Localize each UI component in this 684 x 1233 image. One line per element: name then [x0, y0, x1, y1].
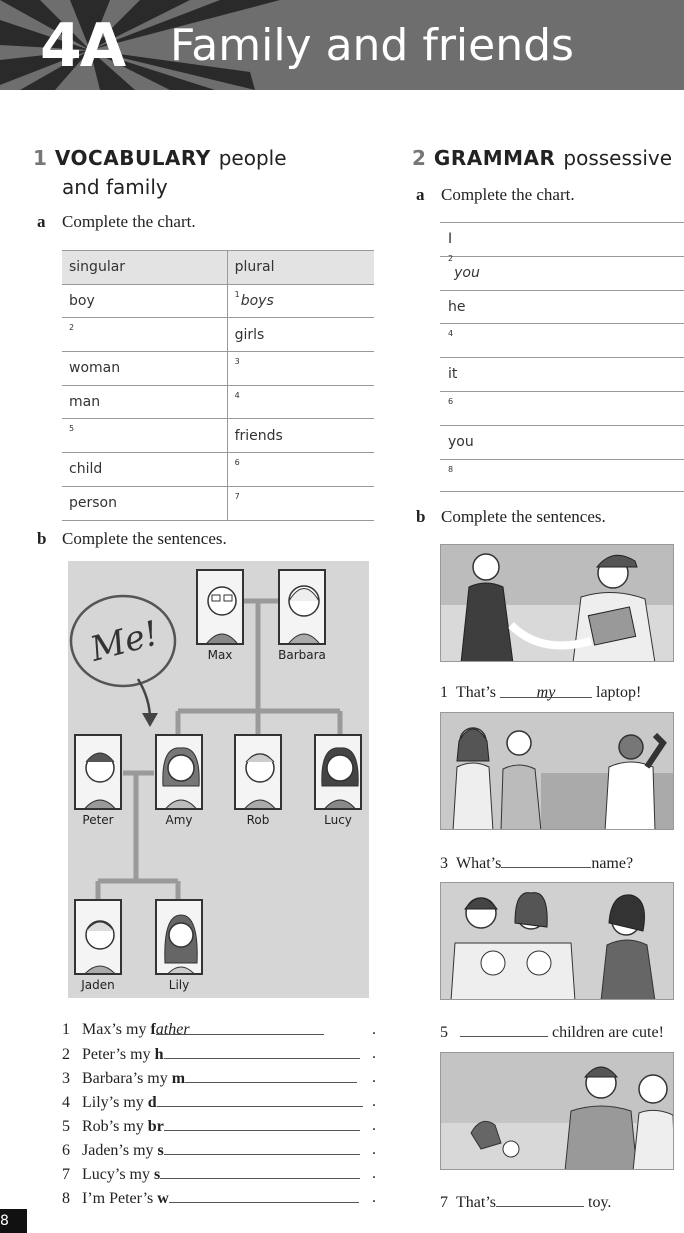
- person-name: Amy: [165, 813, 193, 827]
- sentence-number: 1: [440, 684, 448, 701]
- vocabulary-chart: [62, 250, 374, 521]
- illustration-laptop: [440, 544, 674, 662]
- answer-blank[interactable]: [501, 853, 591, 868]
- item-number: 4: [234, 390, 240, 400]
- sentence-item: 1 Max’s my father .: [62, 1021, 376, 1038]
- possessive-chart: [440, 222, 684, 492]
- chart-row: [62, 419, 374, 453]
- sentence-prefix: Max’s my: [82, 1021, 151, 1038]
- person-rob: [232, 734, 284, 827]
- person-name: Max: [207, 648, 233, 662]
- unit-title: Family and friends: [170, 20, 574, 71]
- sentence-item: 3 Barbara’s my m .: [62, 1069, 376, 1087]
- cell-text: friends: [234, 427, 283, 444]
- chart-row[interactable]: [440, 323, 684, 357]
- illustration-toy: [440, 1052, 674, 1170]
- answer-blank[interactable]: [185, 1068, 357, 1083]
- first-letter-hint: d: [147, 1094, 157, 1111]
- section-heading-vocabulary: [33, 144, 353, 172]
- portrait-max: [196, 569, 244, 645]
- first-letter-hint: s: [157, 1142, 164, 1159]
- portrait-amy: [155, 734, 203, 810]
- person-name: Peter: [82, 813, 114, 827]
- person-name: Lucy: [324, 813, 352, 827]
- sentence-after: name?: [591, 855, 634, 872]
- item-number: 8: [448, 464, 454, 474]
- chart-cell-singular[interactable]: [62, 419, 227, 453]
- chart-cell-singular[interactable]: [62, 453, 227, 487]
- sentence-number: 1: [62, 1021, 70, 1038]
- task-b-instruction: [416, 506, 606, 528]
- sentence-item: [440, 1022, 664, 1043]
- person-jaden: [72, 899, 124, 992]
- section-keyword: GRAMMAR: [433, 146, 556, 170]
- person-name: Lily: [168, 978, 190, 992]
- task-a-instruction: [416, 184, 575, 206]
- item-number: 6: [234, 458, 240, 468]
- cell-text: child: [69, 461, 103, 478]
- answer-blank[interactable]: [496, 1192, 584, 1207]
- chart-cell-singular[interactable]: [62, 486, 227, 520]
- cell-text: he: [448, 298, 466, 315]
- portrait-peter: [74, 734, 122, 810]
- item-number: 5: [69, 424, 75, 434]
- sentence-item: 8 I’m Peter’s w .: [62, 1189, 376, 1207]
- chart-cell-plural[interactable]: [227, 385, 374, 419]
- cell-text: girls: [234, 326, 265, 343]
- sentence-after: laptop!: [596, 684, 642, 701]
- first-letter-hint: br: [147, 1118, 164, 1135]
- section-keyword: VOCABULARY: [54, 146, 211, 170]
- sentence-prefix: I’m Peter’s: [82, 1190, 158, 1207]
- item-number: 6: [448, 396, 454, 406]
- sentence-before: That’s: [456, 1194, 496, 1211]
- illustration-babies: [440, 882, 674, 1000]
- chart-cell-singular[interactable]: [62, 385, 227, 419]
- person-barbara: [276, 569, 328, 662]
- task-text: Complete the sentences.: [62, 529, 227, 548]
- chart-header-row: [62, 251, 374, 285]
- chart-row: [62, 385, 374, 419]
- chart-cell-plural[interactable]: [227, 318, 374, 352]
- section-number: 2: [412, 146, 426, 170]
- answer-blank[interactable]: [169, 1188, 359, 1203]
- chart-row: [62, 352, 374, 386]
- example-answer: boys: [240, 293, 274, 310]
- sentence-after: toy.: [588, 1194, 612, 1211]
- sentence-prefix: Barbara’s my: [82, 1070, 172, 1087]
- sentence-item: 6 Jaden’s my s .: [62, 1141, 376, 1159]
- first-letter-hint: w: [157, 1190, 169, 1207]
- item-number: 3: [234, 357, 240, 367]
- item-number: 2: [448, 253, 454, 263]
- chart-cell-singular[interactable]: [62, 284, 227, 318]
- section-topic: possessive: [563, 146, 673, 170]
- sentence-number: 3: [440, 855, 448, 872]
- task-letter: a: [416, 185, 425, 204]
- section-topic-continued: and family: [62, 175, 168, 199]
- portrait-barbara: [278, 569, 326, 645]
- sentence-number: 2: [62, 1046, 70, 1063]
- section-heading-grammar: [412, 144, 672, 172]
- sentence-prefix: Lucy’s my: [82, 1166, 154, 1183]
- task-letter: b: [416, 507, 426, 526]
- answer-blank[interactable]: [157, 1092, 363, 1107]
- example-answer: my: [536, 684, 556, 701]
- chart-row: [62, 486, 374, 520]
- person-peter: [72, 734, 124, 827]
- answer-blank[interactable]: [160, 1164, 360, 1179]
- sentence-item: 5 Rob’s my br .: [62, 1117, 376, 1135]
- person-name: Rob: [246, 813, 270, 827]
- chart-header-plural: plural: [227, 251, 374, 285]
- page-number: 8: [0, 1209, 27, 1233]
- first-letter-hint: s: [154, 1166, 161, 1183]
- sentence-before: What’s: [456, 855, 502, 872]
- person-name: Jaden: [81, 978, 115, 992]
- sentence-item: [440, 683, 641, 703]
- sentence-number: 6: [62, 1142, 70, 1159]
- chart-row[interactable]: [440, 357, 684, 391]
- item-number: 4: [448, 329, 454, 339]
- chart-cell-plural[interactable]: [227, 352, 374, 386]
- first-letter-hint: f: [150, 1021, 156, 1038]
- sentence-prefix: Lily’s my: [82, 1094, 148, 1111]
- chart-row[interactable]: [440, 290, 684, 324]
- sentence-number: 3: [62, 1070, 70, 1087]
- person-amy: [153, 734, 205, 827]
- portrait-lily: [155, 899, 203, 975]
- me-label: Me!: [86, 613, 163, 670]
- person-max: [194, 569, 246, 662]
- task-text: Complete the sentences.: [441, 507, 606, 526]
- sentence-item: [440, 853, 633, 874]
- item-number: 1: [234, 290, 240, 300]
- cell-text: it: [448, 366, 458, 383]
- cell-text: woman: [69, 360, 121, 377]
- task-a-instruction: [37, 211, 196, 233]
- sentence-number: 7: [440, 1194, 448, 1211]
- sentence-item: 7 Lucy’s my s .: [62, 1165, 376, 1183]
- chart-cell-plural[interactable]: [227, 419, 374, 453]
- portrait-jaden: [74, 899, 122, 975]
- item-number: 7: [234, 491, 240, 501]
- task-text: Complete the chart.: [62, 212, 196, 231]
- first-letter-hint: h: [154, 1046, 164, 1063]
- task-b-instruction: [37, 528, 227, 550]
- person-lucy: [312, 734, 364, 827]
- portrait-lucy: [314, 734, 362, 810]
- sentence-prefix: Jaden’s my: [82, 1142, 158, 1159]
- unit-number: 4A: [40, 11, 125, 81]
- sentence-item: 2 Peter’s my h .: [62, 1045, 376, 1063]
- unit-header: [0, 0, 684, 90]
- example-answer: you: [454, 264, 480, 281]
- answer-blank[interactable]: [460, 1022, 548, 1037]
- chart-cell-plural[interactable]: [227, 453, 374, 487]
- answer-blank[interactable]: [164, 1116, 360, 1131]
- sentence-prefix: Peter’s my: [82, 1046, 155, 1063]
- portrait-rob: [234, 734, 282, 810]
- sentence-item: 4 Lily’s my d .: [62, 1093, 376, 1111]
- chart-cell-plural[interactable]: [227, 486, 374, 520]
- chart-cell-singular[interactable]: [62, 318, 227, 352]
- task-letter: b: [37, 529, 47, 548]
- chart-cell-plural[interactable]: [227, 284, 374, 318]
- task-letter: a: [37, 212, 46, 231]
- chart-row: [62, 453, 374, 487]
- family-tree: [68, 561, 369, 998]
- answer-blank[interactable]: [164, 1140, 360, 1155]
- cell-text: man: [69, 394, 101, 411]
- illustration-gym: [440, 712, 674, 830]
- person-name: Barbara: [278, 648, 326, 662]
- sentence-before: That’s: [456, 684, 496, 701]
- answer-blank[interactable]: [164, 1044, 360, 1059]
- sentence-item: [440, 1192, 611, 1213]
- sentence-number: 4: [62, 1094, 70, 1111]
- section-number: 1: [33, 146, 47, 170]
- chart-row: [62, 284, 374, 318]
- cell-text: person: [69, 495, 117, 512]
- task-text: Complete the chart.: [441, 185, 575, 204]
- item-number: 2: [69, 323, 75, 333]
- sentence-number: 5: [440, 1024, 448, 1041]
- chart-row[interactable]: [440, 222, 684, 256]
- sentence-number: 5: [62, 1118, 70, 1135]
- sentence-prefix: Rob’s my: [82, 1118, 148, 1135]
- sentence-number: 7: [62, 1166, 70, 1183]
- section-topic-line2: [62, 173, 168, 201]
- chart-row[interactable]: [440, 425, 684, 459]
- chart-cell-singular[interactable]: [62, 352, 227, 386]
- cell-text: I: [448, 231, 453, 247]
- answer-blank[interactable]: [500, 683, 592, 701]
- sentence-after: children are cute!: [552, 1024, 664, 1041]
- chart-header-singular: singular: [62, 251, 227, 285]
- chart-row[interactable]: [440, 391, 684, 425]
- cell-text: you: [448, 433, 474, 450]
- chart-row[interactable]: [440, 459, 684, 493]
- cell-text: boy: [69, 293, 95, 310]
- example-answer: ather: [155, 1021, 190, 1038]
- section-topic: people: [218, 146, 287, 170]
- sentence-number: 8: [62, 1190, 70, 1207]
- first-letter-hint: m: [171, 1070, 186, 1087]
- chart-row[interactable]: [440, 253, 684, 290]
- person-lily: [153, 899, 205, 992]
- chart-row: [62, 318, 374, 352]
